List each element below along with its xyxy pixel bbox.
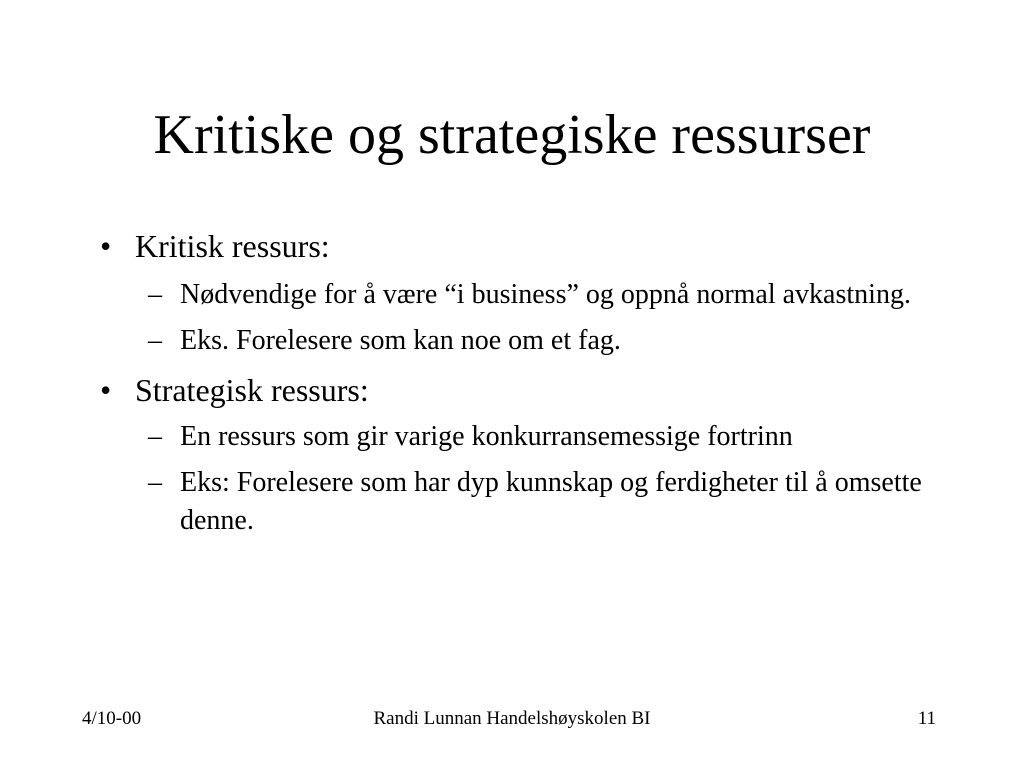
sub-bullet-text: Eks. Forelesere som kan noe om et fag. <box>180 325 621 356</box>
bullet-icon: • <box>100 228 112 264</box>
sub-bullet-text: Eks: Forelesere som har dyp kunnskap og ferdigheter til å omsette denne. <box>180 467 922 536</box>
bullet-icon: • <box>100 372 112 408</box>
dash-icon: – <box>148 279 162 310</box>
footer-page-number: 11 <box>917 708 936 729</box>
dash-icon: – <box>148 325 162 356</box>
bullet-item <box>96 366 976 414</box>
footer-author: Randi Lunnan Handelshøyskolen BI <box>373 708 651 729</box>
sub-bullet-item <box>96 464 976 540</box>
bullet-item <box>96 222 976 270</box>
sub-bullet-item <box>96 276 976 314</box>
dash-icon: – <box>148 467 162 498</box>
sub-bullet-text: En ressurs som gir varige konkurransemessige fortrinn <box>180 421 793 452</box>
sub-bullet-item <box>96 418 976 456</box>
dash-icon: – <box>148 421 162 452</box>
footer-date: 4/10-00 <box>82 708 142 729</box>
slide-title: Kritiske og strategiske ressurser <box>153 104 871 166</box>
bullet-text: Kritisk ressurs: <box>135 228 330 264</box>
bullet-text: Strategisk ressurs: <box>135 372 369 408</box>
slide-body <box>96 222 976 540</box>
sub-bullet-item <box>96 322 976 360</box>
sub-bullet-text: Nødvendige for å være “i business” og oppnå normal avkastning. <box>180 279 911 310</box>
